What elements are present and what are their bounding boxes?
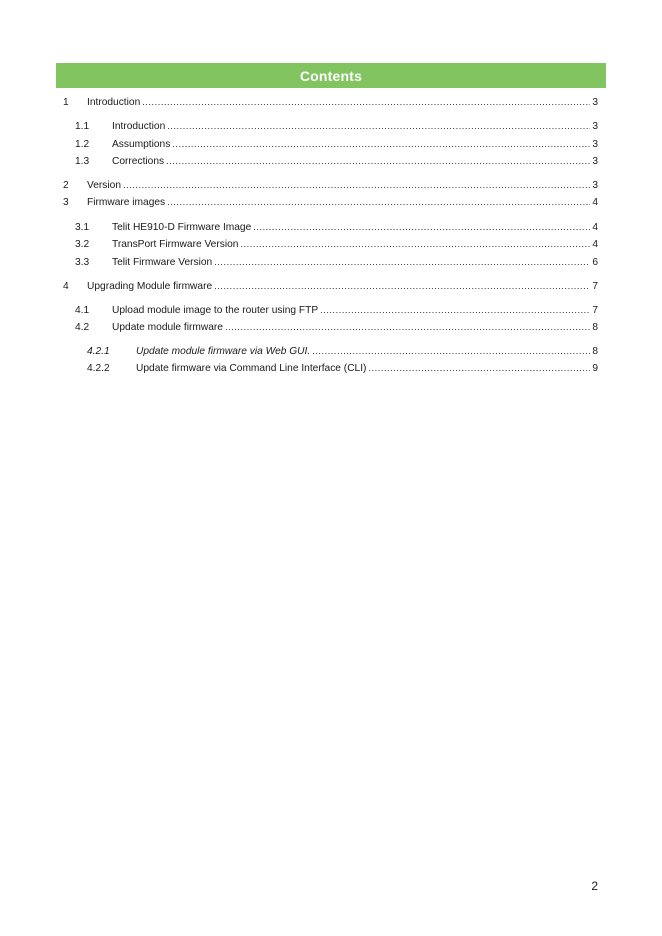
toc-entry-page: 4 bbox=[592, 222, 598, 233]
toc-entry-page: 8 bbox=[592, 322, 598, 333]
toc-entry-number: 3 bbox=[63, 197, 69, 208]
toc-leader-dots bbox=[214, 256, 590, 269]
toc-leader-dots bbox=[240, 238, 590, 251]
toc-entry-number: 4 bbox=[63, 281, 69, 292]
toc-entry-title: TransPort Firmware Version bbox=[112, 239, 239, 250]
toc-entry[interactable] bbox=[75, 221, 598, 234]
toc-leader-dots bbox=[320, 304, 590, 317]
toc-entry-title: Update firmware via Command Line Interface (CLI) bbox=[136, 363, 367, 374]
toc-leader-dots bbox=[167, 196, 590, 209]
toc-leader-dots bbox=[172, 138, 590, 151]
contents-heading-bar bbox=[56, 63, 606, 88]
toc-entry-page: 3 bbox=[592, 121, 598, 132]
toc-entry-title: Update module firmware via Web GUI. bbox=[136, 346, 311, 357]
toc-entry-number: 2 bbox=[63, 180, 69, 191]
toc-entry-number: 3.3 bbox=[75, 257, 90, 268]
toc-leader-dots bbox=[368, 362, 590, 375]
toc-leader-dots bbox=[225, 321, 590, 334]
toc-entry-page: 6 bbox=[592, 257, 598, 268]
toc-entry[interactable] bbox=[63, 280, 598, 293]
contents-title: Contents bbox=[299, 67, 363, 84]
toc-entry-page: 8 bbox=[592, 346, 598, 357]
toc-entry-number: 4.2.2 bbox=[87, 363, 110, 374]
toc-entry[interactable] bbox=[75, 120, 598, 133]
toc-entry-number: 1 bbox=[63, 97, 69, 108]
toc-entry[interactable] bbox=[63, 196, 598, 209]
toc-entry-number: 1.2 bbox=[75, 139, 90, 150]
toc-entry-title: Version bbox=[87, 180, 121, 191]
toc-entry-number: 4.2.1 bbox=[87, 346, 110, 357]
toc-entry-page: 3 bbox=[592, 97, 598, 108]
toc-leader-dots bbox=[166, 155, 590, 168]
toc-entry-page: 4 bbox=[592, 239, 598, 250]
toc-entry-page: 7 bbox=[592, 305, 598, 316]
toc-entry[interactable] bbox=[63, 179, 598, 192]
toc-leader-dots bbox=[214, 280, 590, 293]
toc-entry-number: 1.3 bbox=[75, 156, 90, 167]
toc-entry-number: 3.1 bbox=[75, 222, 90, 233]
toc-leader-dots bbox=[123, 179, 590, 192]
toc-entry-title: Telit Firmware Version bbox=[112, 257, 213, 268]
toc-entry-number: 4.2 bbox=[75, 322, 90, 333]
toc-entry-number: 4.1 bbox=[75, 305, 90, 316]
toc-entry-title: Introduction bbox=[112, 121, 166, 132]
toc-entry-page: 3 bbox=[592, 139, 598, 150]
toc-entry[interactable] bbox=[75, 321, 598, 334]
toc-leader-dots bbox=[312, 345, 590, 358]
toc-entry[interactable] bbox=[63, 96, 598, 109]
toc-entry[interactable] bbox=[75, 256, 598, 269]
toc-leader-dots bbox=[253, 221, 590, 234]
toc-entry-page: 3 bbox=[592, 156, 598, 167]
toc-entry-title: Upload module image to the router using FTP bbox=[112, 305, 319, 316]
toc-entry-title: Corrections bbox=[112, 156, 165, 167]
toc-entry-title: Upgrading Module firmware bbox=[87, 281, 213, 292]
toc-leader-dots bbox=[142, 96, 590, 109]
toc-entry-page: 4 bbox=[592, 197, 598, 208]
toc-entry-title: Telit HE910-D Firmware Image bbox=[112, 222, 252, 233]
toc-entry-page: 9 bbox=[592, 363, 598, 374]
toc-entry-title: Assumptions bbox=[112, 139, 171, 150]
toc-entry-title: Firmware images bbox=[87, 197, 166, 208]
toc-entry-page: 3 bbox=[592, 180, 598, 191]
toc-entry-title: Introduction bbox=[87, 97, 141, 108]
toc-entry[interactable] bbox=[75, 238, 598, 251]
page-number: 2 bbox=[591, 879, 598, 893]
toc-entry-title: Update module firmware bbox=[112, 322, 223, 333]
toc-entry-number: 1.1 bbox=[75, 121, 90, 132]
toc-entry-page: 7 bbox=[592, 281, 598, 292]
toc-entry[interactable] bbox=[87, 362, 598, 375]
toc-leader-dots bbox=[167, 120, 590, 133]
toc-entry-number: 3.2 bbox=[75, 239, 90, 250]
toc-entry[interactable] bbox=[75, 155, 598, 168]
toc-entry[interactable] bbox=[87, 345, 598, 358]
toc-entry[interactable] bbox=[75, 304, 598, 317]
toc-entry[interactable] bbox=[75, 138, 598, 151]
